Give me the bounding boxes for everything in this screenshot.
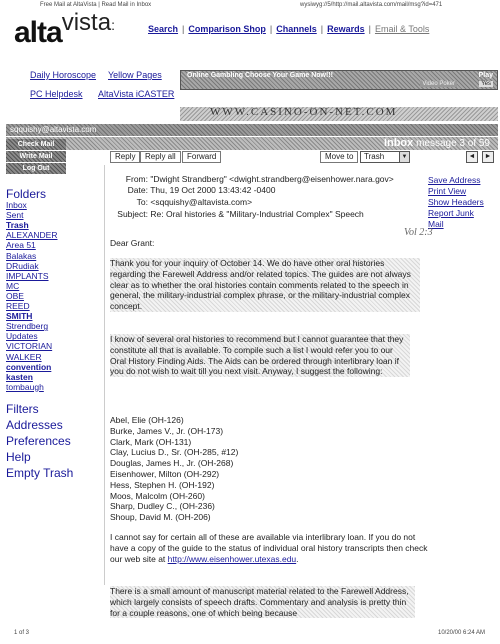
from-field [110, 174, 394, 184]
message-paragraph-1: Thank you for your inquiry of October 14. We do have other oral histories regarding the Farewell Address and/or related topics. The guides are not always clear as to whether the oral histories contain comments related to the speech in general, the military-industrial complex phrase, or the military-industrial complex concept. [110, 258, 420, 312]
folder-item[interactable]: Balakas [6, 250, 37, 261]
nav-rewards[interactable]: Rewards [327, 24, 365, 34]
handwritten-note: Vol 2:3 [404, 227, 433, 238]
folder-item[interactable]: Inbox [6, 200, 27, 210]
move-to-button[interactable]: Move to [320, 151, 358, 163]
move-target-select[interactable] [360, 151, 410, 163]
ad-play-label: Play [478, 72, 493, 79]
preferences-link[interactable]: Preferences [6, 434, 71, 448]
message-paragraph-3 [110, 532, 430, 564]
ad-casino-text: WWW.CASINO-ON-NET.COM [210, 106, 398, 118]
footer-page-count: 1 of 3 [14, 630, 30, 636]
oral-history-item: Burke, James V., Jr. (OH-173) [110, 425, 224, 436]
inbox-label: Inbox [383, 137, 414, 149]
print-header-title: Free Mail at AltaVista | Read Mail in Inbox [40, 2, 152, 8]
message-paragraph-2: I know of several oral histories to recommend but I cannot guarantee that they constitute all that is available. To compile such a list I would refer you to our Oral History Finding Aids. The Aids can be ordered through interlibrary loan if you do not wish to wait till you next visit. Anyway, I suggest the following: [110, 334, 410, 377]
folder-item[interactable]: Strendberg [6, 321, 49, 332]
log-out-button[interactable]: Log Out [6, 163, 66, 174]
oral-history-item: Abel, Elie (OH-126) [110, 415, 184, 425]
paragraph-3-end: . [296, 553, 299, 564]
folder-item[interactable]: WALKER [6, 351, 42, 362]
nav-sep: | [182, 24, 185, 34]
next-message-icon[interactable]: ► [482, 151, 494, 163]
oral-history-list [110, 415, 430, 523]
reply-all-button[interactable]: Reply all [140, 151, 181, 163]
nav-sep: | [269, 24, 273, 34]
nav-search[interactable]: Search [148, 24, 179, 34]
help-link[interactable]: Help [6, 450, 31, 464]
oral-history-item: Hess, Stephen H. (OH-192) [110, 479, 215, 490]
subject-value: Re: Oral histories & "Military-Industrial Complex" Speech [150, 209, 364, 219]
from-label: From: [125, 174, 148, 184]
inbox-status-bar [6, 137, 498, 150]
print-view-link[interactable]: Print View [428, 186, 467, 196]
folder-item[interactable]: REED [6, 301, 30, 311]
gambling-banner-ad[interactable] [180, 70, 498, 90]
oral-history-item: Douglas, James H., Jr. (OH-268) [110, 458, 234, 469]
ad-yes-button[interactable]: Yes [481, 81, 491, 87]
altavista-logo[interactable] [14, 9, 115, 50]
subject-field [110, 209, 364, 219]
folder-item[interactable]: MC [6, 280, 20, 291]
logo-colon: : [111, 17, 115, 33]
message-counter: message 3 of 59 [416, 138, 490, 149]
from-value: "Dwight Strandberg" <dwight.strandberg@eisenhower.nara.gov> [150, 174, 394, 184]
empty-trash-link[interactable]: Empty Trash [6, 466, 74, 480]
check-mail-button[interactable]: Check Mail [6, 139, 66, 150]
oral-history-item: Clay, Lucius D., Sr. (OH-285, #12) [110, 447, 239, 458]
date-value: Thu, 19 Oct 2000 13:43:42 -0400 [150, 185, 276, 195]
folders-heading: Folders [6, 187, 47, 201]
folder-item[interactable]: IMPLANTS [6, 270, 49, 281]
ad-gambling-text: Online Gambling Choose Your Game Now!!! [187, 72, 333, 79]
folder-item[interactable]: Area 51 [6, 240, 36, 251]
show-headers-link[interactable]: Show Headers [428, 197, 484, 207]
link-pc-helpdesk[interactable]: PC Helpdesk [30, 89, 83, 99]
message-paragraph-4: There is a small amount of manuscript material related to the Farewell Address, which largely consists of speech drafts. Commentary and analysis is pretty thin for a couple reasons, one of which being because [110, 586, 415, 618]
addresses-link[interactable]: Addresses [6, 418, 63, 432]
nav-sep: | [320, 24, 324, 34]
nav-sep: | [368, 24, 371, 34]
message-greeting: Dear Grant: [110, 238, 155, 248]
folder-item[interactable]: Sent [6, 210, 24, 221]
filters-link[interactable]: Filters [6, 402, 39, 416]
ad-video-poker: Video Poker [422, 81, 455, 87]
logo-alta: alta [14, 16, 62, 49]
link-daily-horoscope[interactable]: Daily Horoscope [30, 70, 97, 80]
to-label: To: [136, 197, 148, 207]
prev-message-icon[interactable]: ◄ [466, 151, 478, 163]
folder-item[interactable]: Updates [6, 331, 38, 342]
sidebar-divider [104, 165, 105, 585]
link-icaster[interactable]: AltaVista iCASTER [98, 89, 175, 99]
top-nav [148, 24, 429, 34]
folder-item[interactable]: ALEXANDER [6, 230, 58, 241]
logo-vista: vista [61, 9, 112, 36]
write-mail-button[interactable]: Write Mail [6, 151, 66, 162]
account-email: sqquishy@altavista.com [6, 124, 498, 136]
folder-item[interactable]: convention [6, 361, 52, 372]
move-target-value: Trash [364, 152, 385, 161]
folder-item[interactable]: kasten [6, 371, 33, 382]
report-junk-link[interactable]: Report Junk Mail [428, 208, 474, 229]
paragraph-3-text: I cannot say for certain all of these are available via interlibrary loan. If you do not have a copy of the guide to the status of individual oral history transcripts then check our web site at [110, 532, 428, 564]
nav-comparison-shop[interactable]: Comparison Shop [188, 24, 266, 34]
footer-datetime: 10/20/00 6:24 AM [438, 630, 486, 636]
print-header-url: wysiwyg://5/http://mail.altavista.com/mail/msg?id=471 [300, 2, 443, 8]
casino-banner-ad[interactable] [180, 107, 498, 121]
subject-label: Subject: [117, 209, 148, 219]
link-yellow-pages[interactable]: Yellow Pages [108, 70, 162, 80]
save-address-link[interactable]: Save Address [428, 175, 481, 185]
folder-item[interactable]: DRudiak [6, 260, 39, 271]
nav-email-tools[interactable]: Email & Tools [374, 24, 430, 34]
chevron-down-icon: ▼ [399, 152, 409, 162]
message-actions [428, 175, 488, 230]
oral-history-item: Moos, Malcolm (OH-260) [110, 490, 205, 501]
oral-history-item: Sharp, Dudley C., (OH-236) [110, 501, 215, 512]
forward-button[interactable]: Forward [182, 151, 221, 163]
date-field [110, 185, 275, 195]
oral-history-item: Shoup, David M. (OH-206) [110, 512, 211, 523]
nav-channels[interactable]: Channels [276, 24, 317, 34]
reply-button[interactable]: Reply [110, 151, 140, 163]
folder-item[interactable]: SMITH [6, 311, 33, 322]
oral-history-item: Clark, Mark (OH-131) [110, 436, 192, 447]
folder-item[interactable]: OBE [6, 290, 24, 301]
folder-item[interactable]: tombaugh [6, 381, 44, 392]
folder-item[interactable]: VICTORIAN [6, 341, 53, 352]
date-label: Date: [127, 185, 148, 195]
eisenhower-site-link[interactable]: http://www.eisenhower.utexas.edu [167, 553, 297, 564]
folder-item[interactable]: Trash [6, 220, 29, 231]
to-field [110, 197, 252, 207]
oral-history-item: Eisenhower, Milton (OH-292) [110, 468, 220, 479]
to-value: <sqquishy@altavista.com> [150, 197, 253, 207]
